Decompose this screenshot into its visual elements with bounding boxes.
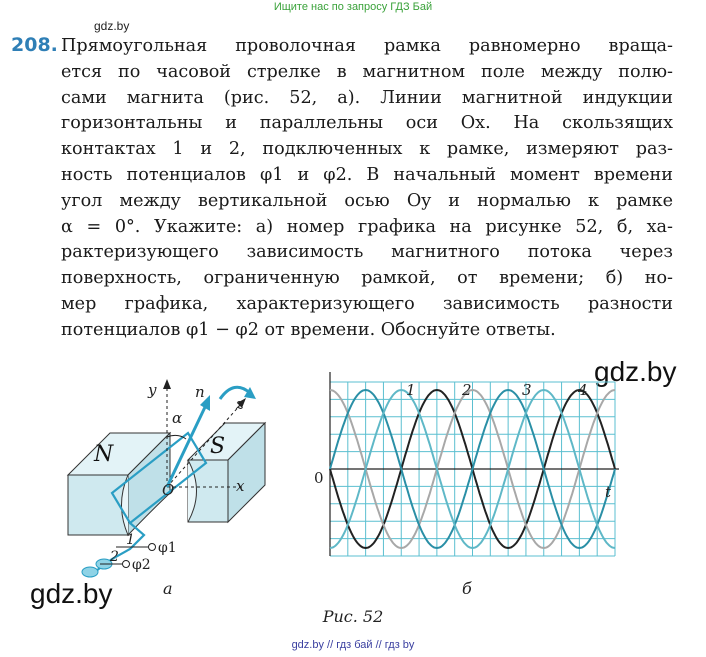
pole-n-label: N — [94, 442, 114, 467]
figure-b-label: б — [462, 579, 472, 598]
problem-line: горизонтальны и параллельны оси Ox. На скользящих — [61, 113, 673, 134]
problem-line: ется по часовой стрелке в магнитном поле между полю- — [61, 61, 673, 82]
axis-z-label: z — [236, 395, 244, 413]
top-banner: Ищите нас по запросу ГДЗ Бай — [273, 1, 433, 13]
curve-label-2: 2 — [462, 381, 472, 399]
problem-line: потенциалов φ1 − φ2 от времени. Обоснуйте ответы. — [61, 319, 556, 340]
slip-ring — [82, 567, 98, 577]
figure-b-chart — [300, 370, 620, 580]
problem-line: рактеризующего зависимость магнитного потока через — [61, 242, 673, 263]
contact-2-label: 2 — [110, 549, 119, 565]
axis-y-label: y — [148, 381, 157, 399]
problem-line: Прямоугольная проволочная рамка равномерно враща- — [61, 36, 673, 56]
pole-s-label: S — [210, 434, 226, 459]
t-axis-label: t — [605, 483, 612, 501]
phi-1-label: φ1 — [158, 540, 177, 556]
problem-line: контактах 1 и 2, подключенных к рамке, измеряют раз- — [61, 139, 673, 160]
curve-label-3: 3 — [522, 381, 532, 399]
magnet-n — [68, 433, 170, 535]
problem-line: α = 0°. Укажите: а) номер графика на рисунке 52, б, ха- — [61, 216, 673, 237]
zero-label: 0 — [314, 469, 324, 487]
axis-x-label: x — [236, 477, 245, 495]
problem-line: угол между вертикальной осью Oy и нормалью к рамке — [61, 190, 673, 211]
watermark-left: gdz.by — [30, 578, 113, 609]
figure-caption: Рис. 52 — [322, 607, 384, 626]
phi-2-label: φ2 — [132, 557, 151, 573]
problem-text — [61, 34, 673, 344]
problem-line: мер графика, характеризующего зависимость разности — [61, 293, 673, 314]
watermark-right: gdz.by — [594, 356, 677, 387]
problem-line: ность потенциалов φ1 и φ2. В начальный момент времени — [61, 164, 673, 185]
footer-watermark: gdz.by // гдз бай // гдз by — [291, 639, 415, 651]
curve-label-4: 4 — [578, 381, 588, 399]
normal-label: n — [195, 383, 205, 401]
contact-1-label: 1 — [126, 532, 135, 548]
problem-number: 208. — [11, 34, 58, 56]
figure-a-diagram — [60, 375, 280, 585]
problem-line: поверхность, ограниченную рамкой, от времени; б) но- — [61, 268, 673, 289]
origin-label: O — [162, 481, 175, 499]
figure-a-label: а — [163, 579, 173, 598]
magnet-s — [188, 423, 265, 522]
curve-label-1: 1 — [406, 381, 416, 399]
angle-label: α — [172, 409, 183, 427]
site-watermark-top: gdz.by — [94, 19, 130, 33]
problem-line: сами магнита (рис. 52, а). Линии магнитной индукции — [61, 87, 673, 108]
